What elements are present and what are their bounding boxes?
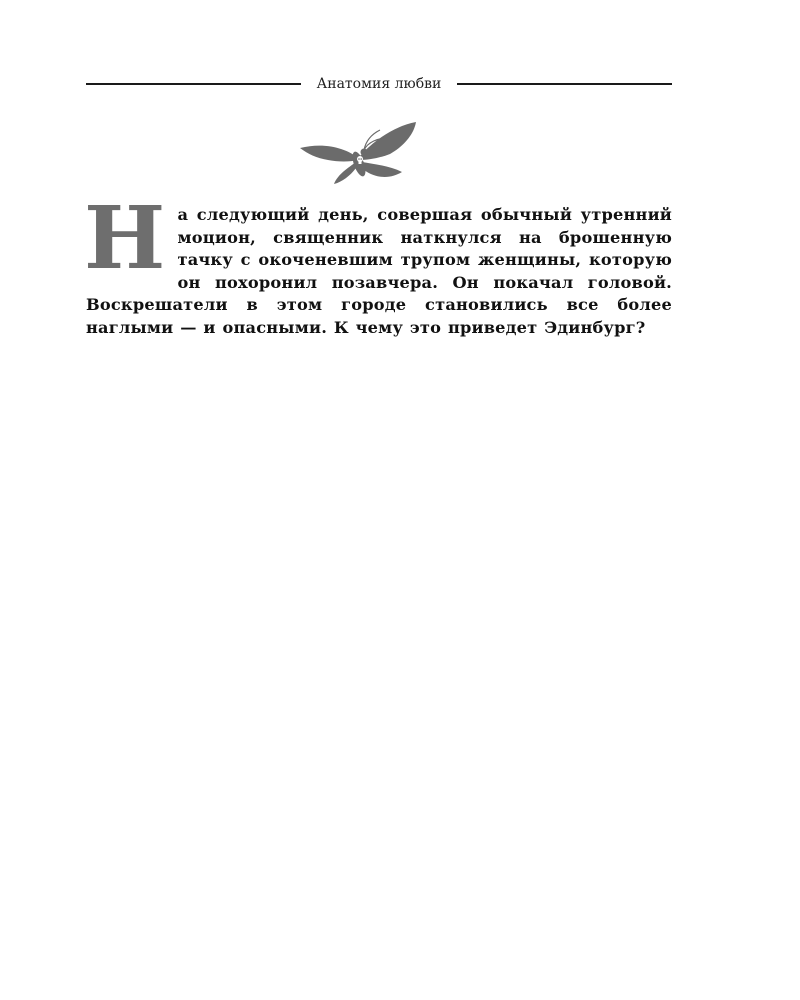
header-rule-left bbox=[86, 83, 301, 85]
paragraph-body: а следующий день, совершая обычный утренний моцион, священник наткнулся на брошенную тачку с окоченевшим трупом женщины, которую он похоронил позавчера. Он покачал головой. Воскрешатели в этом городе становились все более наглыми — и опасными. К чему это приведет Эдинбург? bbox=[86, 205, 672, 337]
header-rule-right bbox=[457, 83, 672, 85]
drop-cap: Н bbox=[84, 188, 166, 289]
running-header bbox=[86, 74, 672, 94]
running-title: Анатомия любви bbox=[316, 76, 442, 92]
chapter-opening-paragraph bbox=[84, 188, 672, 340]
moth-icon bbox=[294, 118, 420, 190]
